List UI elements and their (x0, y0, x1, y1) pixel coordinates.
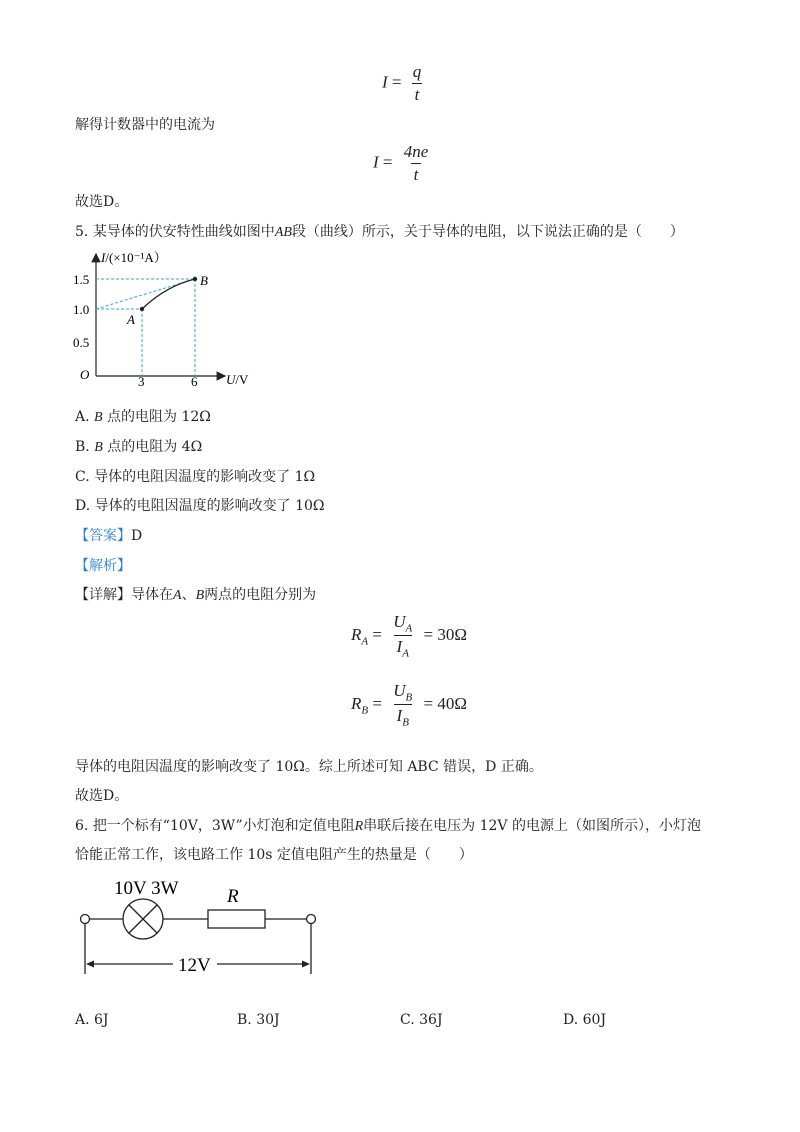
option-text: 点的电阻为 4Ω (107, 439, 203, 455)
option-text: 导体的电阻因温度的影响改变了 10Ω (94, 498, 325, 514)
q5-option-d (75, 497, 325, 515)
q6-stem-pre: 把一个标有“10V，3W”小灯泡和定值电阻 (92, 818, 355, 834)
detail-point-a: A (173, 588, 182, 603)
rb-lhs: $R_B$ (351, 693, 369, 717)
option-letter: A. (75, 1012, 90, 1028)
option-text: 导体的电阻因温度的影响改变了 1Ω (94, 469, 316, 485)
fraction-denominator: t (411, 163, 422, 185)
option-text: 6J (94, 1012, 109, 1028)
equals-sign: = (391, 72, 402, 92)
q5-conclusion: 导体的电阻因温度的影响改变了 10Ω。综上所述可知 ABC 错误，D 正确。 (75, 759, 543, 775)
q6-option-a (75, 1011, 109, 1029)
q5-stem-ab: AB (274, 225, 292, 240)
y-axis-label: I/(×10⁻¹A） (101, 250, 167, 265)
option-text: 36J (419, 1012, 443, 1028)
q5-stem (75, 223, 684, 242)
fraction-denominator: $I_B$ (394, 704, 412, 728)
option-text: 点的电阻为 12Ω (107, 409, 211, 425)
q6-option-b (237, 1011, 280, 1029)
equals-sign: = (372, 624, 382, 644)
answer-value: D (131, 528, 143, 544)
option-letter: B. (237, 1012, 252, 1028)
circuit-diagram (75, 874, 325, 978)
ra-rhs: = 30Ω (423, 624, 467, 644)
origin-label: O (80, 367, 90, 382)
q5-number: 5. (75, 224, 89, 240)
option-letter: B. (75, 439, 90, 455)
formula-rb (351, 681, 467, 729)
fraction-denominator: t (412, 83, 423, 105)
formula-lhs: I (382, 72, 388, 92)
voltage-arrow-right (302, 961, 310, 968)
current-intro-text: 解得计数器中的电流为 (75, 117, 215, 133)
q6-option-c (400, 1011, 443, 1029)
q5-option-b (75, 438, 202, 457)
resistor-icon (208, 910, 265, 928)
q5-stem-post: 段（曲线）所示，关于导体的电阻，以下说法正确的是（ ） (291, 224, 684, 240)
q5-stem-pre: 某导体的伏安特性曲线如图中 (92, 224, 275, 240)
voltage-arrow-left (86, 961, 94, 968)
y-tick-1-0: 1.0 (73, 302, 90, 317)
y-tick-1-5: 1.5 (73, 272, 90, 287)
x-tick-6: 6 (191, 374, 198, 389)
point-a-label: A (127, 312, 135, 327)
fraction-numerator: $U_A$ (393, 612, 413, 635)
lamp-label: 10V 3W (114, 878, 179, 899)
point-a-dot (140, 307, 144, 311)
detail-row (75, 586, 316, 605)
q5-final: 故选D。 (75, 788, 129, 804)
q6-stem-line1 (75, 817, 701, 836)
voltage-label: 12V (178, 955, 211, 976)
q5-option-c (75, 468, 315, 486)
ab-curve (142, 279, 195, 309)
q6-stem-line2: 恰能正常工作，该电路工作 10s 定值电阻产生的热量是（ ） (75, 847, 473, 863)
equals-sign: = (382, 152, 393, 172)
equals-sign: = (372, 693, 382, 713)
rb-rhs: = 40Ω (423, 693, 467, 713)
y-tick-0-5: 0.5 (73, 335, 90, 350)
formula-i-4ne-t (373, 142, 435, 185)
fraction (401, 142, 432, 185)
option-letter: C. (400, 1012, 415, 1028)
option-letter: A. (75, 409, 90, 425)
fraction-denominator: $I_A$ (394, 635, 412, 659)
option-letter: C. (75, 469, 90, 485)
option-text: 30J (256, 1012, 280, 1028)
detail-separator: 、 (181, 587, 196, 603)
analysis-tag: 【解析】 (75, 558, 131, 574)
q6-stem-post: 串联后接在电压为 12V 的电源上（如图所示），小灯泡 (363, 818, 701, 834)
ra-fraction (390, 612, 415, 660)
detail-text: 导体在 (131, 587, 173, 603)
option-text: 60J (582, 1012, 607, 1028)
option-letter: D. (563, 1012, 579, 1028)
formula-i-q-t (382, 62, 428, 105)
point-b-dot (193, 277, 197, 281)
formula-lhs: I (373, 152, 379, 172)
answer-row (75, 527, 142, 545)
q6-option-d (563, 1011, 606, 1029)
previous-answer: 故选D。 (75, 194, 129, 210)
option-letter: D. (75, 498, 91, 514)
iu-graph (70, 248, 270, 394)
option-var: B (94, 410, 103, 425)
detail-point-b: B (195, 588, 205, 603)
right-terminal (307, 915, 316, 924)
resistor-label: R (227, 886, 239, 907)
point-b-label: B (200, 273, 208, 288)
x-axis-label: U/V (226, 372, 249, 387)
formula-ra (351, 612, 467, 660)
fraction-numerator: q (412, 62, 422, 81)
rb-fraction (390, 681, 415, 729)
fraction (410, 62, 425, 105)
left-terminal (81, 915, 90, 924)
q6-number: 6. (75, 818, 89, 834)
fraction-numerator: $U_B$ (393, 681, 413, 704)
x-tick-3: 3 (138, 374, 145, 389)
fraction-numerator: 4ne (403, 142, 429, 161)
detail-tag: 【详解】 (75, 587, 131, 603)
answer-tag: 【答案】 (75, 528, 131, 544)
option-var: B (94, 440, 103, 455)
detail-text: 两点的电阻分别为 (204, 587, 317, 603)
ra-lhs: $R_A$ (351, 624, 369, 648)
q5-option-a (75, 408, 211, 427)
q6-stem-r: R (354, 819, 364, 834)
